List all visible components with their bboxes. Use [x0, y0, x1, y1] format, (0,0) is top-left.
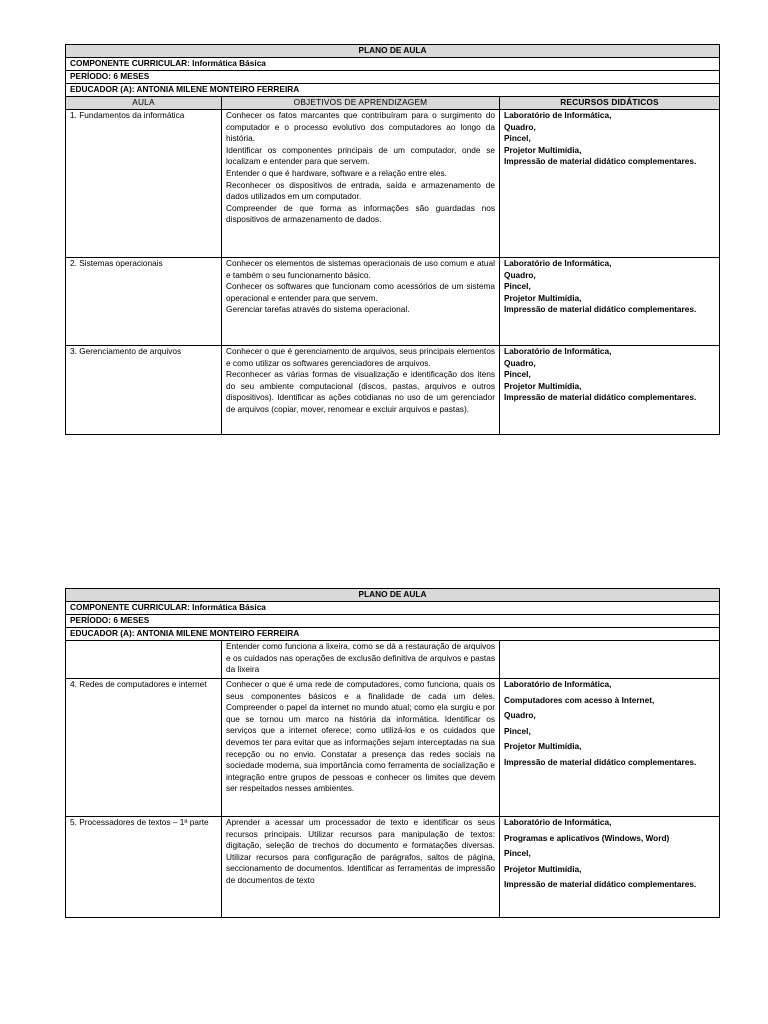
- recurso-item: Impressão de material didático complementares.: [504, 756, 697, 767]
- recurso-item: Quadro,: [504, 710, 536, 721]
- recurso-item: Impressão de material didático complementares.: [504, 879, 697, 890]
- recurso-item: Pincel,: [504, 848, 531, 859]
- objetivos-cell: Conhecer o que é uma rede de computadores, como funciona, quais os seus componentes básicos e a finalidade de cada um deles. Compreender o papel da internet no mundo atual; como ela surgiu e por que se tornou um marco na história da informática. Identificar os serviços que a internet oferece; como utilizá-los e os cuidados que devemos ter para evitar que as informações sejam interceptadas na sua recepção ou no envio. Constatar a presença das redes sociais na sociedade moderna, sua importância como ferramenta de socialização e integração entre grupos de pessoas e conhecer os limites que devem ser respeitados nesses ambientes.: [222, 679, 500, 817]
- recurso-item: Quadro,: [504, 121, 536, 132]
- table-row: [66, 110, 720, 258]
- objetivos-line: Reconhecer os dispositivos de entrada, saída e armazenamento de dados utilizados em um computador.: [226, 179, 495, 202]
- table-row: [66, 258, 720, 346]
- recurso-item: Quadro,: [504, 357, 536, 368]
- recurso-item: Projetor Multimídia,: [504, 741, 582, 752]
- aula-cell: 5. Processadores de textos – 1ª parte: [66, 817, 222, 918]
- recurso-item: Laboratório de Informática,: [504, 817, 612, 827]
- recurso-item: Pincel,: [504, 281, 531, 292]
- aula-cell: 2. Sistemas operacionais: [66, 258, 222, 346]
- recurso-item: Projetor Multimídia,: [504, 292, 582, 303]
- recurso-item: Impressão de material didático complementares.: [504, 304, 697, 315]
- table-row: [66, 679, 720, 817]
- objetivos-line: Conhecer o que é gerenciamento de arquivos, seus principais elementos e como utilizar os softwares gerenciadores de arquivos.: [226, 346, 495, 368]
- objetivos-line: Entender o que é hardware, software e a relação entre eles.: [226, 167, 447, 178]
- table-row: [66, 641, 720, 679]
- objetivos-line: Conhecer os softwares que funcionam como acessórios de um sistema operacional e entender para que servem.: [226, 281, 495, 303]
- objetivos-line: Compreender de que forma as informações são guardadas nos dispositivos de armazenamento de dados.: [226, 202, 495, 225]
- lesson-plan-table-2: [65, 588, 720, 918]
- header-aula: AULA: [66, 97, 222, 110]
- objetivos-cell: Aprender a acessar um processador de texto e identificar os seus recursos principais. Utilizar recursos para manipulação de textos: digitação, seleção de trechos do documento e formatações diversas. Utilizar recursos para configuração de parágrafos, saltos de página, seccionamento de documentos. Identificar as ferramentas de impressão de documentos de texto: [222, 817, 500, 918]
- recurso-item: Pincel,: [504, 369, 531, 380]
- header-recursos: RECURSOS DIDÁTICOS: [500, 97, 720, 110]
- componente-curricular: COMPONENTE CURRICULAR: Informática Básica: [66, 58, 720, 71]
- educador: EDUCADOR (A): ANTONIA MILENE MONTEIRO FERREIRA: [66, 84, 720, 97]
- aula-cell: [66, 641, 222, 679]
- recursos-cell: [500, 110, 720, 258]
- recurso-item: Laboratório de Informática,: [504, 679, 612, 689]
- objetivos-cell: [222, 346, 500, 435]
- recurso-item: Pincel,: [504, 725, 531, 736]
- recurso-item: Laboratório de Informática,: [504, 258, 612, 268]
- header-objetivos: OBJETIVOS DE APRENDIZAGEM: [222, 97, 500, 110]
- aula-cell: 4. Redes de computadores e internet: [66, 679, 222, 817]
- recurso-item: Computadores com acesso à Internet,: [504, 694, 655, 705]
- periodo: PERÍODO: 6 MESES: [66, 615, 720, 628]
- lesson-plan-table-1: [65, 44, 720, 435]
- recurso-item: Programas e aplicativos (Windows, Word): [504, 832, 670, 843]
- recurso-item: Pincel,: [504, 133, 531, 144]
- objetivos-line: Identificar os componentes principais de um computador, onde se localizam e entender para que servem.: [226, 144, 495, 167]
- objetivos-line: Conhecer os elementos de sistemas operacionais de uso comum e atual e também o seu funcionamento básico.: [226, 258, 495, 280]
- componente-curricular: COMPONENTE CURRICULAR: Informática Básica: [66, 602, 720, 615]
- objetivos-line: Reconhecer as várias formas de visualização e identificação dos itens do seu ambiente computacional (discos, pastas, arquivos e outros dispositivos). Identificar as ações cotidianas no uso de um gerenciador de arquivos (copiar, mover, renomear e excluir arquivos e pastas).: [226, 369, 495, 414]
- objetivos-cell: Entender como funciona a lixeira, como se dá a restauração de arquivos e os cuidados nas operações de exclusão definitiva de arquivos e pastas da lixeira: [222, 641, 500, 679]
- recursos-cell: [500, 346, 720, 435]
- recursos-cell: [500, 641, 720, 679]
- recurso-item: Impressão de material didático complementares.: [504, 156, 697, 167]
- recurso-item: Laboratório de Informática,: [504, 110, 612, 120]
- recurso-item: Projetor Multimídia,: [504, 380, 582, 391]
- recurso-item: Laboratório de Informática,: [504, 346, 612, 356]
- recurso-item: Quadro,: [504, 269, 536, 280]
- table-row: [66, 817, 720, 918]
- objetivos-line: Conhecer os fatos marcantes que contribuíram para o surgimento do computador e o processo evolutivo dos computadores ao longo da história.: [226, 110, 495, 144]
- table-row: [66, 346, 720, 435]
- educador: EDUCADOR (A): ANTONIA MILENE MONTEIRO FERREIRA: [66, 628, 720, 641]
- objetivos-cell: [222, 110, 500, 258]
- aula-cell: 3. Gerenciamento de arquivos: [66, 346, 222, 435]
- recurso-item: Impressão de material didático complementares.: [504, 392, 697, 403]
- recurso-item: Projetor Multimídia,: [504, 144, 582, 155]
- recursos-cell: [500, 679, 720, 817]
- plan-title: PLANO DE AULA: [66, 45, 720, 58]
- periodo: PERÍODO: 6 MESES: [66, 71, 720, 84]
- recursos-cell: [500, 817, 720, 918]
- objetivos-line: Gerenciar tarefas através do sistema operacional.: [226, 304, 410, 315]
- recurso-item: Projetor Multimídia,: [504, 863, 582, 874]
- objetivos-cell: [222, 258, 500, 346]
- plan-title: PLANO DE AULA: [66, 589, 720, 602]
- recursos-cell: [500, 258, 720, 346]
- aula-cell: 1. Fundamentos da informática: [66, 110, 222, 258]
